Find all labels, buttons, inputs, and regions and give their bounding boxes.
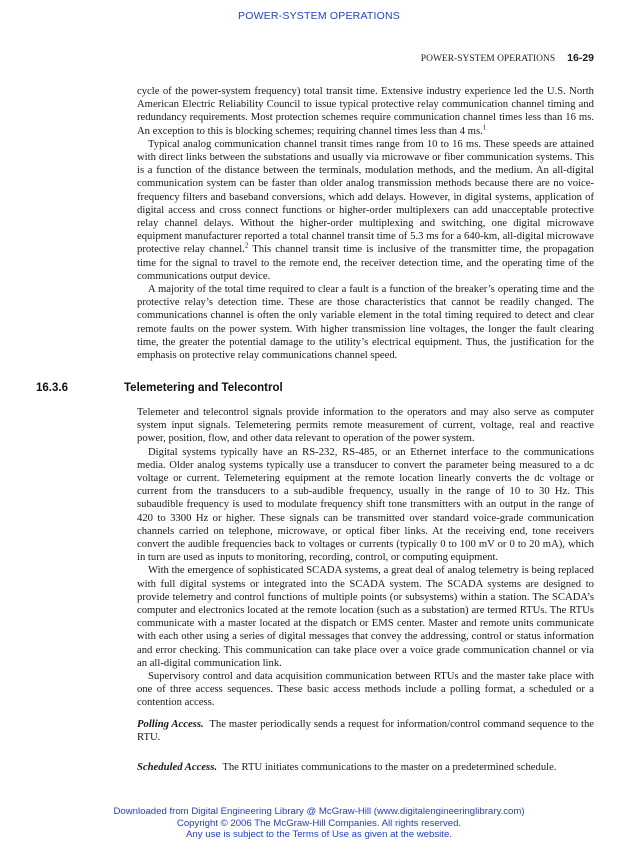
running-head — [421, 52, 594, 64]
paragraph-text: This channel transit time is inclusive of the transmitter time, the propagation time for the signal to travel to the remote end, the receiver detection time, and the operating time of the communications output device. — [137, 244, 595, 282]
polling-access-text: The master periodically sends a request for information/control command sequence to the RTU. — [137, 719, 594, 744]
section-heading — [36, 382, 283, 394]
paragraph: With the emergence of sophisticated SCADA systems, a great deal of analog telemetry is being replaced with full digital systems or integrated into the SCADA system. The SCADA systems are designed to provide telemetry and control functions of multiple points (or subsystems) within a station. The SCADA’s computer and electronics located at the remote location (such as a substation) are termed RTUs. The RTUs communicate with a master located at the dispatch or EMS center. Master and remote units communicate with each other using a series of digital messages that convey the addressing, control or status information and error checking. This communication can take place over a voice grade communication channel or via an all-digital communication link. — [137, 565, 594, 669]
paragraph: A majority of the total time required to clear a fault is a function of the breaker’s operating time and the protective relay’s detection time. These are those characteristics that cannot be readily changed. The communications channel is often the only variable element in the total timing required to detect and clear remote faults on the power system. With higher transmission line voltages, the longer the fault clearing time, the greater the potential damage to the utility’s electrical equipment. Thus, the justification for the emphasis on protective relay communications channel speed. — [137, 284, 594, 362]
footer-terms-link[interactable]: Any use is subject to the Terms of Use as given at the website. — [186, 829, 452, 841]
footer-download-link[interactable]: Downloaded from Digital Engineering Library @ McGraw-Hill (www.digitalengineeringlibrary.com) — [113, 806, 525, 817]
footnote-ref[interactable]: 2 — [244, 241, 249, 250]
page-number: 16-29 — [567, 52, 594, 64]
paragraph-text: Typical analog communication channel transit times range from 10 to 16 ms. These speeds are attained with direct links between the substations and usually via microwave or fiber communication systems. This is a function of the distance between the terminals, modulation methods, and the medium. An all-digital communication system can be faster than older analog transmission methods because there are no voice-frequency filters and baseband conversions, which add delays. However, in digital systems, application of digital access and cross connect functions or higher-order multiplexers can add unacceptable protective relay channel delays. Without the higher-order multiplexing and switching, one digital microwave equipment manufacturer reported a total channel transit time of 5.3 ms for a 640-km, all-digital microwave protective relay channel. — [137, 138, 594, 256]
paragraph — [137, 138, 594, 283]
body-block-telemetering — [137, 406, 594, 710]
paragraph: Digital systems typically have an RS-232, RS-485, or an Ethernet interface to the communications media. Older analog systems typically use a transducer to convert the parameter being measured to a dc voltage or current. Telemetering equipment at the remote location linearly converts the dc voltage or current from the transducers to a sub-audible frequency, usually in the range of 10 to 30 Hz. This subaudible frequency is used to modulate frequency shift tone transmitters with an output in the range of 420 to 3300 Hz or higher. These signals can be transmitted over standard voice-grade communication channels carried on telephone, microwave, or optical fiber links. At the receiving end, tone receivers convert the audible frequencies back to voltages or currents (typically 0 to 100 mV or 0 to 20 mA), which in turn are used as inputs to monitoring, recording, control, or computing equipment. — [137, 446, 594, 564]
polling-access-label: Polling Access. — [137, 719, 204, 730]
section-number: 16.3.6 — [36, 382, 68, 394]
scheduled-access-text: The RTU initiates communications to the master on a predetermined schedule. — [222, 762, 557, 773]
scheduled-access-paragraph — [137, 761, 594, 774]
body-block-continuation — [137, 85, 594, 362]
footnote-ref[interactable]: 1 — [482, 123, 487, 132]
paragraph: Supervisory control and data acquisition communication between RTUs and the master take place with one of three access sequences. These basic access methods include a polling format, a scheduled or a contention access. — [137, 671, 594, 709]
scheduled-access-label: Scheduled Access. — [137, 762, 217, 773]
footer-copyright: Copyright © 2006 The McGraw-Hill Companies. All rights reserved. — [176, 817, 462, 829]
download-footer — [0, 806, 638, 841]
section-title: Telemetering and Telecontrol — [124, 382, 283, 394]
download-banner-title: POWER-SYSTEM OPERATIONS — [238, 10, 400, 22]
paragraph: Telemeter and telecontrol signals provide information to the operators and may also serve as computer system input signals. Telemetering permits remote measurement of current, voltage, real and reactive power, position, flow, and other data relevant to operation of the power system. — [137, 407, 594, 445]
running-head-title: POWER-SYSTEM OPERATIONS — [420, 54, 556, 64]
paragraph-text: cycle of the power-system frequency) total transit time. Extensive industry experience led the U.S. North American Electric Reliability Council to issue typical protective relay communication channel timing and redundancy requirements. Most protection schemes require communication channel times less than 16 ms. An exception to this is blocking schemes; requiring channel times less than 4 ms. — [137, 86, 594, 137]
polling-access-paragraph — [137, 718, 594, 744]
paragraph — [137, 85, 594, 138]
